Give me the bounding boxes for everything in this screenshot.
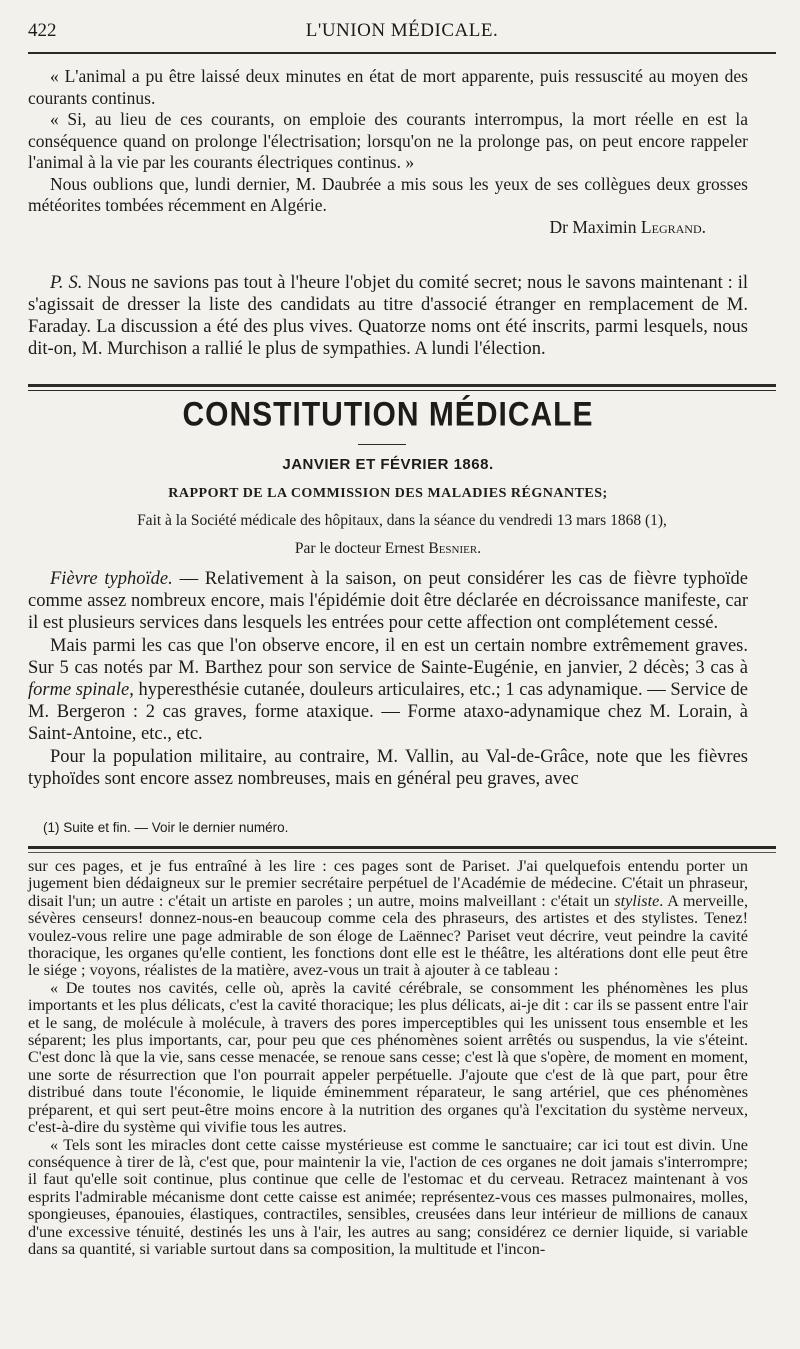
typhoid-text: — Relativement à la saison, on peut considérer les cas de fièvre typhoïde comme assez nombreux encore, mais l'épidémie doit être déclarée en décroissance manifeste, car il est plusieurs services dans lesquels les entrées pour cette affection ont complétement cessé.	[28, 569, 748, 634]
feuilleton-text-b: . A merveille, sévères censeurs! donnez-nous-en beaucoup comme cela des phraseurs, des artistes et des stylistes. Tenez! voulez-vous relire une page admirable de son éloge de Laënnec? Pariset veut décrire, veut peindre la cavité thoracique, les organes qu'elle contient, les fonctions dont elle est le théâtre, les altérations dont elle peut être le siége ; voyons, réalistes de la matière, avez-vous un trait à ajouter à ce tableau :	[28, 891, 748, 980]
feuilleton	[28, 858, 748, 1258]
typhoid-paragraph	[28, 568, 748, 635]
author-name: Besnier.	[428, 540, 482, 557]
section-rule-thin	[28, 390, 776, 391]
quote-paragraph-2: « Si, au lieu de ces courants, on emploie des courants interrompus, la mort réelle en est la conséquence quand on prolonge l'électrisation; lorsqu'on ne la prolonge pas, on peut encore rappeler l'animal à la vie par les courants électriques continus. »	[28, 109, 748, 172]
quote-paragraph-1: « L'animal a pu être laissé deux minutes en état de mort apparente, puis ressuscité au moyen des courants continus.	[28, 66, 748, 108]
feuilleton-paragraph-2: « De toutes nos cavités, celle où, après la cavité cérébrale, se consomment les phénomènes les plus importants et les plus délicats, c'est la cavité thoracique; les plus délicats, ai-je dit : car ils se passent entre l'air et le sang, de molécule à molécule, à travers des pores imperceptibles qui les unissent tous ensemble et les séparent; les plus importants, car, pour peu que ces phénomènes soient arrêtés ou suspendus, la vie s'éteint. C'est donc là que la vie, sans cesse menacée, se renoue sans cesse; c'est là que s'opère, de moment en moment, une sorte de résurrection que l'on pourrait appeler perpétuelle. J'ajoute que c'est de là que part, pour être distribué dans toute l'économie, le liquide éminemment réparateur, le sang artériel, que ces phénomènes préparent, et qui sert peut-être moins encore à la nutrition des organes qu'à l'excitation du système nerveux, c'est-à-dire du système qui vivifie tous les autres.	[28, 978, 748, 1137]
severe-cases-paragraph	[28, 635, 748, 746]
feuilleton-rule-thin	[28, 852, 776, 853]
journal-title: L'UNION MÉDICALE.	[305, 20, 499, 41]
signature-prefix: Dr Maximin	[549, 216, 637, 237]
section-rule-thick	[28, 384, 776, 387]
newspaper-page	[28, 0, 776, 1349]
meteorites-paragraph: Nous oublions que, lundi dernier, M. Daubrée a mis sous les yeux de ses collègues deux grosses météorites tombées récemment en Algérie.	[28, 173, 748, 215]
report-venue: Fait à la Société médicale des hôpitaux, dans la séance du vendredi 13 mars 1868 (1),	[137, 512, 667, 529]
feuilleton-rule-thick	[28, 846, 776, 849]
postscript-label: P. S.	[50, 273, 83, 293]
top-article	[28, 66, 748, 238]
feuilleton-text-a: sur ces pages, et je fus entraîné à les lire : ces pages sont de Pariset. J'ai quelquefois entendu porter un jugement bien dédaigneux sur le premier secrétaire perpétuel de l'Académie de médecine. C'était un phraseur, disait l'un; un autre : c'était un artiste en paroles ; un autre, moins malveillant : c'était un	[28, 857, 748, 910]
author-prefix: Par le docteur Ernest	[294, 540, 425, 557]
feuilleton-paragraph-1	[28, 858, 748, 980]
styliste-emphasis: styliste	[614, 891, 660, 910]
page-number: 422	[28, 20, 57, 41]
signature-name: Legrand.	[640, 216, 706, 237]
typhoid-lead: Fièvre typhoïde.	[50, 569, 173, 589]
spinal-form-emphasis: forme spinale	[28, 680, 130, 701]
severe-cases-text-a: Mais parmi les cas que l'on observe encore, il en est un certain nombre extrêmement graves. Sur 5 cas notés par M. Barthez pour son service de Sainte-Eugénie, en janvier, 2 décès; 3 cas à	[28, 635, 748, 678]
header-rule	[28, 52, 776, 54]
severe-cases-text-b: , hyperesthésie cutanée, douleurs articulaires, etc.; 1 cas adynamique. — Service de M. Bergeron : 2 cas graves, forme ataxique. — Forme ataxo-adynamique chez M. Lorain, à Saint-Antoine, etc., etc.	[28, 680, 748, 745]
section-title: CONSTITUTION MÉDICALE	[182, 395, 594, 434]
report-author	[28, 540, 748, 558]
military-paragraph: Pour la population militaire, au contraire, M. Vallin, au Val-de-Grâce, note que les fièvres typhoïdes sont encore assez nombreuses, mais en général peu graves, avec	[28, 746, 748, 789]
page-header	[28, 20, 776, 50]
report-title: RAPPORT DE LA COMMISSION DES MALADIES RÉGNANTES;	[168, 486, 608, 501]
section-months: JANVIER ET FÉVRIER 1868.	[282, 456, 494, 473]
footnote: (1) Suite et fin. — Voir le dernier numéro.	[43, 820, 289, 835]
postscript-text: Nous ne savions pas tout à l'heure l'objet du comité secret; nous le savons maintenant : il s'agissait de dresser la liste des candidats au titre d'associé étranger en remplacement de M. Faraday. La discussion a été des plus vives. Quatorze noms ont été inscrits, parmi lesquels, nous dit-on, M. Murchison a rallié le plus de sympathies. A lundi l'élection.	[28, 273, 748, 359]
report-body	[28, 568, 748, 790]
feuilleton-paragraph-3: « Tels sont les miracles dont cette caisse mystérieuse est comme le sanctuaire; car ici tout est divin. Une conséquence à tirer de là, c'est que, pour maintenir la vie, l'action de ces organes ne doit jamais s'interrompre; il faut qu'elle soit continue, plus continue que celle de l'estomac et du cerveau. Retracez maintenant à vos esprits l'admirable mécanisme dont cette caisse est animée; représentez-vous ces masses pulmonaires, molles, spongieuses, épanouies, élastiques, contractiles, sensibles, creusées dans leur intérieur de millions de canaux d'une excessive ténuité, destinés les uns à l'air, les autres au sang; considérez ce dernier liquide, si variable dans sa quantité, si variable surtout dans sa composition, la multitude et l'incon-	[28, 1135, 748, 1258]
title-underline	[358, 444, 406, 445]
postscript	[28, 272, 748, 360]
signature	[28, 217, 748, 239]
